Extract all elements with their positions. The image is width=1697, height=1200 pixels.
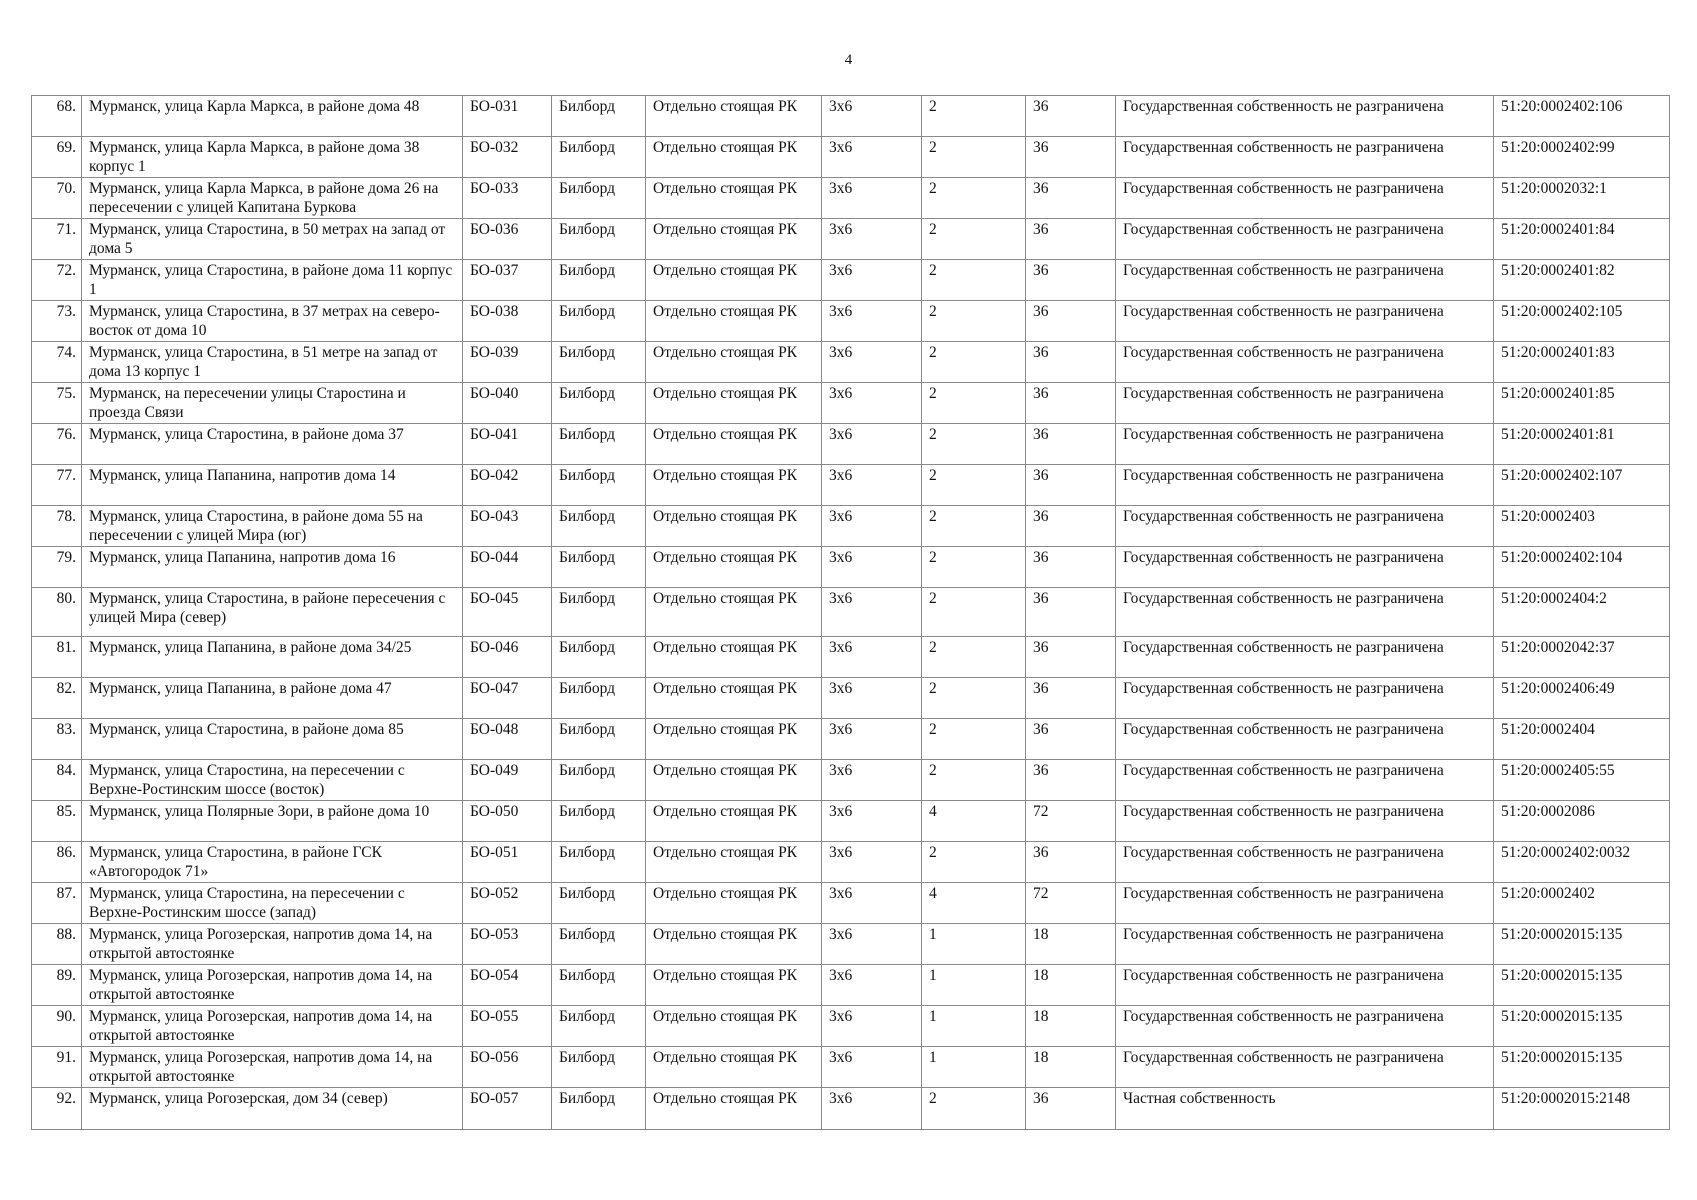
area-cell: 36	[1026, 1088, 1116, 1130]
structure-code-cell: БО-031	[463, 96, 552, 137]
table-row	[32, 1047, 1670, 1088]
size-cell: 3х6	[822, 137, 922, 178]
ownership-cell: Государственная собственность не разграничена	[1116, 965, 1494, 1006]
cadastral-number-cell: 51:20:0002403	[1494, 506, 1670, 547]
placement-type-cell: Отдельно стоящая РК	[646, 760, 822, 801]
ownership-cell: Государственная собственность не разграничена	[1116, 547, 1494, 588]
row-number: 78.	[32, 506, 82, 547]
ownership-cell: Государственная собственность не разграничена	[1116, 465, 1494, 506]
size-cell: 3х6	[822, 842, 922, 883]
row-number: 69.	[32, 137, 82, 178]
placement-type-cell: Отдельно стоящая РК	[646, 1006, 822, 1047]
size-cell: 3х6	[822, 219, 922, 260]
table-row	[32, 924, 1670, 965]
size-cell: 3х6	[822, 588, 922, 637]
placement-type-cell: Отдельно стоящая РК	[646, 260, 822, 301]
cadastral-number-cell: 51:20:0002401:81	[1494, 424, 1670, 465]
area-cell: 36	[1026, 506, 1116, 547]
structure-type-cell: Билборд	[552, 965, 646, 1006]
structure-type-cell: Билборд	[552, 219, 646, 260]
structure-type-cell: Билборд	[552, 588, 646, 637]
area-cell: 36	[1026, 678, 1116, 719]
size-cell: 3х6	[822, 760, 922, 801]
address-cell: Мурманск, улица Полярные Зори, в районе дома 10	[82, 801, 463, 842]
sides-count-cell: 4	[922, 883, 1026, 924]
placement-type-cell: Отдельно стоящая РК	[646, 342, 822, 383]
structure-type-cell: Билборд	[552, 678, 646, 719]
table-row	[32, 637, 1670, 678]
placement-type-cell: Отдельно стоящая РК	[646, 301, 822, 342]
structure-type-cell: Билборд	[552, 801, 646, 842]
table-row	[32, 760, 1670, 801]
structure-type-cell: Билборд	[552, 506, 646, 547]
ownership-cell: Государственная собственность не разграничена	[1116, 424, 1494, 465]
size-cell: 3х6	[822, 924, 922, 965]
cadastral-number-cell: 51:20:0002404:2	[1494, 588, 1670, 637]
placement-type-cell: Отдельно стоящая РК	[646, 801, 822, 842]
structure-type-cell: Билборд	[552, 178, 646, 219]
size-cell: 3х6	[822, 96, 922, 137]
structure-type-cell: Билборд	[552, 1088, 646, 1130]
cadastral-number-cell: 51:20:0002015:135	[1494, 965, 1670, 1006]
placement-type-cell: Отдельно стоящая РК	[646, 883, 822, 924]
sides-count-cell: 1	[922, 1047, 1026, 1088]
address-cell: Мурманск, улица Старостина, на пересечении с Верхне-Ростинским шоссе (восток)	[82, 760, 463, 801]
area-cell: 36	[1026, 219, 1116, 260]
area-cell: 36	[1026, 424, 1116, 465]
ownership-cell: Государственная собственность не разграничена	[1116, 801, 1494, 842]
sides-count-cell: 2	[922, 342, 1026, 383]
address-cell: Мурманск, улица Рогозерская, напротив дома 14, на открытой автостоянке	[82, 1006, 463, 1047]
table-row	[32, 219, 1670, 260]
area-cell: 36	[1026, 719, 1116, 760]
table-row	[32, 465, 1670, 506]
structure-type-cell: Билборд	[552, 924, 646, 965]
area-cell: 36	[1026, 178, 1116, 219]
row-number: 74.	[32, 342, 82, 383]
sides-count-cell: 2	[922, 96, 1026, 137]
structure-code-cell: БО-045	[463, 588, 552, 637]
row-number: 86.	[32, 842, 82, 883]
structure-code-cell: БО-042	[463, 465, 552, 506]
structure-code-cell: БО-047	[463, 678, 552, 719]
structure-type-cell: Билборд	[552, 637, 646, 678]
placement-type-cell: Отдельно стоящая РК	[646, 465, 822, 506]
placement-type-cell: Отдельно стоящая РК	[646, 1088, 822, 1130]
structure-code-cell: БО-057	[463, 1088, 552, 1130]
table-row	[32, 342, 1670, 383]
size-cell: 3х6	[822, 301, 922, 342]
address-cell: Мурманск, улица Старостина, в районе ГСК «Автогородок 71»	[82, 842, 463, 883]
ownership-cell: Государственная собственность не разграничена	[1116, 1006, 1494, 1047]
row-number: 68.	[32, 96, 82, 137]
row-number: 81.	[32, 637, 82, 678]
placement-type-cell: Отдельно стоящая РК	[646, 219, 822, 260]
row-number: 75.	[32, 383, 82, 424]
address-cell: Мурманск, улица Карла Маркса, в районе дома 26 на пересечении с улицей Капитана Буркова	[82, 178, 463, 219]
ownership-cell: Государственная собственность не разграничена	[1116, 506, 1494, 547]
area-cell: 36	[1026, 588, 1116, 637]
table-row	[32, 96, 1670, 137]
advertising-structures-table	[31, 95, 1670, 1130]
row-number: 92.	[32, 1088, 82, 1130]
address-cell: Мурманск, улица Старостина, в районе пересечения с улицей Мира (север)	[82, 588, 463, 637]
row-number: 88.	[32, 924, 82, 965]
address-cell: Мурманск, улица Старостина, в районе дома 37	[82, 424, 463, 465]
ownership-cell: Государственная собственность не разграничена	[1116, 301, 1494, 342]
address-cell: Мурманск, на пересечении улицы Старостина и проезда Связи	[82, 383, 463, 424]
area-cell: 18	[1026, 924, 1116, 965]
address-cell: Мурманск, улица Рогозерская, напротив дома 14, на открытой автостоянке	[82, 1047, 463, 1088]
structure-code-cell: БО-040	[463, 383, 552, 424]
sides-count-cell: 2	[922, 219, 1026, 260]
sides-count-cell: 2	[922, 678, 1026, 719]
area-cell: 36	[1026, 465, 1116, 506]
area-cell: 36	[1026, 383, 1116, 424]
placement-type-cell: Отдельно стоящая РК	[646, 383, 822, 424]
size-cell: 3х6	[822, 547, 922, 588]
placement-type-cell: Отдельно стоящая РК	[646, 137, 822, 178]
placement-type-cell: Отдельно стоящая РК	[646, 588, 822, 637]
structure-type-cell: Билборд	[552, 465, 646, 506]
structure-code-cell: БО-041	[463, 424, 552, 465]
area-cell: 36	[1026, 637, 1116, 678]
cadastral-number-cell: 51:20:0002402	[1494, 883, 1670, 924]
structure-code-cell: БО-046	[463, 637, 552, 678]
table-row	[32, 260, 1670, 301]
area-cell: 36	[1026, 842, 1116, 883]
table-row	[32, 383, 1670, 424]
page-number: 4	[844, 52, 853, 68]
ownership-cell: Государственная собственность не разграничена	[1116, 137, 1494, 178]
sides-count-cell: 2	[922, 137, 1026, 178]
structure-code-cell: БО-055	[463, 1006, 552, 1047]
structure-type-cell: Билборд	[552, 137, 646, 178]
structure-code-cell: БО-052	[463, 883, 552, 924]
sides-count-cell: 4	[922, 801, 1026, 842]
size-cell: 3х6	[822, 637, 922, 678]
table-row	[32, 842, 1670, 883]
placement-type-cell: Отдельно стоящая РК	[646, 424, 822, 465]
address-cell: Мурманск, улица Папанина, напротив дома 14	[82, 465, 463, 506]
area-cell: 18	[1026, 965, 1116, 1006]
sides-count-cell: 2	[922, 719, 1026, 760]
structure-code-cell: БО-050	[463, 801, 552, 842]
structure-code-cell: БО-048	[463, 719, 552, 760]
cadastral-number-cell: 51:20:0002032:1	[1494, 178, 1670, 219]
ownership-cell: Государственная собственность не разграничена	[1116, 842, 1494, 883]
sides-count-cell: 1	[922, 965, 1026, 1006]
cadastral-number-cell: 51:20:0002401:83	[1494, 342, 1670, 383]
table-row	[32, 137, 1670, 178]
address-cell: Мурманск, улица Старостина, в районе дома 85	[82, 719, 463, 760]
address-cell: Мурманск, улица Рогозерская, напротив дома 14, на открытой автостоянке	[82, 965, 463, 1006]
area-cell: 36	[1026, 260, 1116, 301]
table-row	[32, 1006, 1670, 1047]
ownership-cell: Государственная собственность не разграничена	[1116, 760, 1494, 801]
sides-count-cell: 1	[922, 1006, 1026, 1047]
cadastral-number-cell: 51:20:0002015:135	[1494, 1047, 1670, 1088]
row-number: 82.	[32, 678, 82, 719]
row-number: 70.	[32, 178, 82, 219]
cadastral-number-cell: 51:20:0002402:104	[1494, 547, 1670, 588]
size-cell: 3х6	[822, 506, 922, 547]
cadastral-number-cell: 51:20:0002402:106	[1494, 96, 1670, 137]
structure-code-cell: БО-054	[463, 965, 552, 1006]
structure-code-cell: БО-037	[463, 260, 552, 301]
sides-count-cell: 2	[922, 465, 1026, 506]
size-cell: 3х6	[822, 965, 922, 1006]
cadastral-number-cell: 51:20:0002015:135	[1494, 1006, 1670, 1047]
structure-code-cell: БО-039	[463, 342, 552, 383]
ownership-cell: Государственная собственность не разграничена	[1116, 178, 1494, 219]
row-number: 76.	[32, 424, 82, 465]
cadastral-number-cell: 51:20:0002401:82	[1494, 260, 1670, 301]
structure-type-cell: Билборд	[552, 96, 646, 137]
structure-type-cell: Билборд	[552, 719, 646, 760]
structure-type-cell: Билборд	[552, 1047, 646, 1088]
placement-type-cell: Отдельно стоящая РК	[646, 842, 822, 883]
sides-count-cell: 2	[922, 842, 1026, 883]
address-cell: Мурманск, улица Карла Маркса, в районе дома 48	[82, 96, 463, 137]
structure-code-cell: БО-056	[463, 1047, 552, 1088]
table-body	[32, 96, 1670, 1130]
sides-count-cell: 2	[922, 547, 1026, 588]
ownership-cell: Государственная собственность не разграничена	[1116, 219, 1494, 260]
sides-count-cell: 1	[922, 924, 1026, 965]
structure-type-cell: Билборд	[552, 301, 646, 342]
table-row	[32, 801, 1670, 842]
placement-type-cell: Отдельно стоящая РК	[646, 637, 822, 678]
structure-code-cell: БО-044	[463, 547, 552, 588]
structure-type-cell: Билборд	[552, 342, 646, 383]
table-row	[32, 506, 1670, 547]
structure-type-cell: Билборд	[552, 1006, 646, 1047]
placement-type-cell: Отдельно стоящая РК	[646, 924, 822, 965]
placement-type-cell: Отдельно стоящая РК	[646, 178, 822, 219]
ownership-cell: Государственная собственность не разграничена	[1116, 588, 1494, 637]
sides-count-cell: 2	[922, 588, 1026, 637]
row-number: 83.	[32, 719, 82, 760]
placement-type-cell: Отдельно стоящая РК	[646, 96, 822, 137]
row-number: 87.	[32, 883, 82, 924]
address-cell: Мурманск, улица Рогозерская, дом 34 (север)	[82, 1088, 463, 1130]
cadastral-number-cell: 51:20:0002402:105	[1494, 301, 1670, 342]
structure-type-cell: Билборд	[552, 547, 646, 588]
structure-code-cell: БО-038	[463, 301, 552, 342]
table-row	[32, 678, 1670, 719]
table-row	[32, 883, 1670, 924]
structure-code-cell: БО-049	[463, 760, 552, 801]
table-row	[32, 178, 1670, 219]
ownership-cell: Государственная собственность не разграничена	[1116, 383, 1494, 424]
placement-type-cell: Отдельно стоящая РК	[646, 719, 822, 760]
placement-type-cell: Отдельно стоящая РК	[646, 965, 822, 1006]
cadastral-number-cell: 51:20:0002015:2148	[1494, 1088, 1670, 1130]
table-row	[32, 424, 1670, 465]
sides-count-cell: 2	[922, 637, 1026, 678]
size-cell: 3х6	[822, 465, 922, 506]
size-cell: 3х6	[822, 342, 922, 383]
size-cell: 3х6	[822, 719, 922, 760]
structure-code-cell: БО-032	[463, 137, 552, 178]
cadastral-number-cell: 51:20:0002404	[1494, 719, 1670, 760]
cadastral-number-cell: 51:20:0002401:84	[1494, 219, 1670, 260]
sides-count-cell: 2	[922, 424, 1026, 465]
size-cell: 3х6	[822, 1047, 922, 1088]
ownership-cell: Государственная собственность не разграничена	[1116, 883, 1494, 924]
address-cell: Мурманск, улица Карла Маркса, в районе дома 38 корпус 1	[82, 137, 463, 178]
area-cell: 36	[1026, 760, 1116, 801]
structure-code-cell: БО-053	[463, 924, 552, 965]
address-cell: Мурманск, улица Старостина, в 51 метре на запад от дома 13 корпус 1	[82, 342, 463, 383]
row-number: 77.	[32, 465, 82, 506]
area-cell: 72	[1026, 801, 1116, 842]
cadastral-number-cell: 51:20:0002401:85	[1494, 383, 1670, 424]
placement-type-cell: Отдельно стоящая РК	[646, 678, 822, 719]
structure-type-cell: Билборд	[552, 424, 646, 465]
size-cell: 3х6	[822, 883, 922, 924]
ownership-cell: Частная собственность	[1116, 1088, 1494, 1130]
cadastral-number-cell: 51:20:0002405:55	[1494, 760, 1670, 801]
row-number: 90.	[32, 1006, 82, 1047]
table-row	[32, 1088, 1670, 1130]
structure-type-cell: Билборд	[552, 383, 646, 424]
size-cell: 3х6	[822, 424, 922, 465]
row-number: 73.	[32, 301, 82, 342]
area-cell: 36	[1026, 137, 1116, 178]
address-cell: Мурманск, улица Папанина, в районе дома 47	[82, 678, 463, 719]
row-number: 80.	[32, 588, 82, 637]
row-number: 85.	[32, 801, 82, 842]
sides-count-cell: 2	[922, 301, 1026, 342]
table-row	[32, 719, 1670, 760]
address-cell: Мурманск, улица Папанина, в районе дома 34/25	[82, 637, 463, 678]
size-cell: 3х6	[822, 260, 922, 301]
sides-count-cell: 2	[922, 178, 1026, 219]
placement-type-cell: Отдельно стоящая РК	[646, 547, 822, 588]
size-cell: 3х6	[822, 1088, 922, 1130]
sides-count-cell: 2	[922, 1088, 1026, 1130]
size-cell: 3х6	[822, 801, 922, 842]
size-cell: 3х6	[822, 1006, 922, 1047]
structure-code-cell: БО-043	[463, 506, 552, 547]
ownership-cell: Государственная собственность не разграничена	[1116, 260, 1494, 301]
cadastral-number-cell: 51:20:0002406:49	[1494, 678, 1670, 719]
ownership-cell: Государственная собственность не разграничена	[1116, 924, 1494, 965]
cadastral-number-cell: 51:20:0002402:99	[1494, 137, 1670, 178]
size-cell: 3х6	[822, 383, 922, 424]
sides-count-cell: 2	[922, 760, 1026, 801]
area-cell: 36	[1026, 301, 1116, 342]
ownership-cell: Государственная собственность не разграничена	[1116, 342, 1494, 383]
structure-type-cell: Билборд	[552, 842, 646, 883]
row-number: 72.	[32, 260, 82, 301]
structure-code-cell: БО-051	[463, 842, 552, 883]
row-number: 79.	[32, 547, 82, 588]
structure-code-cell: БО-036	[463, 219, 552, 260]
ownership-cell: Государственная собственность не разграничена	[1116, 678, 1494, 719]
ownership-cell: Государственная собственность не разграничена	[1116, 1047, 1494, 1088]
sides-count-cell: 2	[922, 506, 1026, 547]
sides-count-cell: 2	[922, 260, 1026, 301]
row-number: 71.	[32, 219, 82, 260]
placement-type-cell: Отдельно стоящая РК	[646, 506, 822, 547]
row-number: 91.	[32, 1047, 82, 1088]
size-cell: 3х6	[822, 678, 922, 719]
address-cell: Мурманск, улица Старостина, на пересечении с Верхне-Ростинским шоссе (запад)	[82, 883, 463, 924]
cadastral-number-cell: 51:20:0002042:37	[1494, 637, 1670, 678]
row-number: 89.	[32, 965, 82, 1006]
address-cell: Мурманск, улица Старостина, в 50 метрах на запад от дома 5	[82, 219, 463, 260]
row-number: 84.	[32, 760, 82, 801]
table-row	[32, 547, 1670, 588]
cadastral-number-cell: 51:20:0002015:135	[1494, 924, 1670, 965]
ownership-cell: Государственная собственность не разграничена	[1116, 719, 1494, 760]
structure-type-cell: Билборд	[552, 260, 646, 301]
area-cell: 36	[1026, 342, 1116, 383]
sides-count-cell: 2	[922, 383, 1026, 424]
area-cell: 36	[1026, 96, 1116, 137]
address-cell: Мурманск, улица Старостина, в 37 метрах на северо-восток от дома 10	[82, 301, 463, 342]
area-cell: 36	[1026, 547, 1116, 588]
table-row	[32, 588, 1670, 637]
placement-type-cell: Отдельно стоящая РК	[646, 1047, 822, 1088]
cadastral-number-cell: 51:20:0002086	[1494, 801, 1670, 842]
table-row	[32, 301, 1670, 342]
size-cell: 3х6	[822, 178, 922, 219]
structure-type-cell: Билборд	[552, 883, 646, 924]
ownership-cell: Государственная собственность не разграничена	[1116, 96, 1494, 137]
cadastral-number-cell: 51:20:0002402:107	[1494, 465, 1670, 506]
area-cell: 18	[1026, 1047, 1116, 1088]
area-cell: 18	[1026, 1006, 1116, 1047]
cadastral-number-cell: 51:20:0002402:0032	[1494, 842, 1670, 883]
address-cell: Мурманск, улица Папанина, напротив дома 16	[82, 547, 463, 588]
area-cell: 72	[1026, 883, 1116, 924]
address-cell: Мурманск, улица Старостина, в районе дома 55 на пересечении с улицей Мира (юг)	[82, 506, 463, 547]
structure-type-cell: Билборд	[552, 760, 646, 801]
address-cell: Мурманск, улица Рогозерская, напротив дома 14, на открытой автостоянке	[82, 924, 463, 965]
structure-code-cell: БО-033	[463, 178, 552, 219]
address-cell: Мурманск, улица Старостина, в районе дома 11 корпус 1	[82, 260, 463, 301]
table-row	[32, 965, 1670, 1006]
ownership-cell: Государственная собственность не разграничена	[1116, 637, 1494, 678]
